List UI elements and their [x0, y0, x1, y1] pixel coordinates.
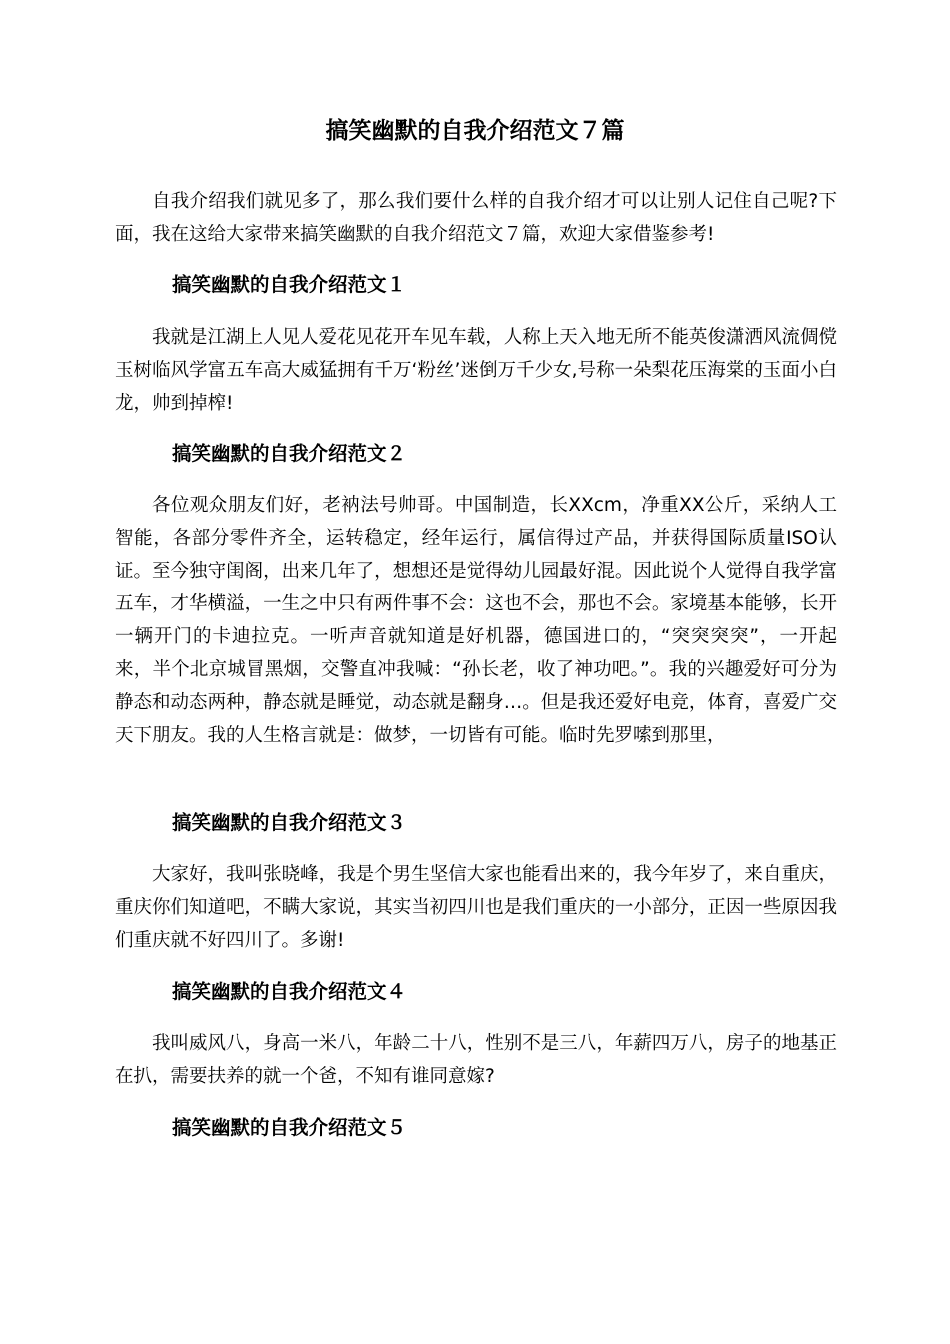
- section-heading-2: 搞笑幽默的自我介绍范文２: [172, 442, 407, 465]
- section-body-2: 各位观众朋友们好，老衲法号帅哥。中国制造，长XXcm，净重XX公斤，采纳人工智能，各部分零件齐全，运转稳定，经年运行，属信得过产品，并获得国际质量ISO认证。至今独守闺阁，出来几年了，想想还是觉得幼儿园最好混。因此说个人觉得自我学富五车，才华横溢，一生之中只有两件事不会：这也不会，那也不会。家境基本能够，长开一辆开门的卡迪拉克。一听声音就知道是好机器，德国进口的，“突突突突”，一开起来，半个北京城冒黑烟，交警直冲我喊：“孙长老，收了神功吧。”。我的兴趣爱好可分为静态和动态两种，静态就是睡觉，动态就是翻身…。但是我还爱好电竞，体育，喜爱广交天下朋友。我的人生格言就是：做梦，一切皆有可能。临时先罗嗦到那里，: [115, 495, 837, 746]
- intro-paragraph: 自我介绍我们就见多了，那么我们要什么样的自我介绍才可以让别人记住自己呢?下面，我在这给大家带来搞笑幽默的自我介绍范文７篇，欢迎大家借鉴参考!: [115, 191, 837, 245]
- section-heading-4: 搞笑幽默的自我介绍范文４: [172, 980, 407, 1003]
- section-body-4: 我叫威风八，身高一米八，年龄二十八，性别不是三八，年薪四万八，房子的地基正在扒，需要扶养的就一个爸，不知有谁同意嫁?: [115, 1033, 837, 1087]
- page-title: 搞笑幽默的自我介绍范文７篇: [325, 118, 625, 144]
- section-body-1: 我就是江湖上人见人爱花见花开车见车载，人称上天入地无所不能英俊潇洒风流倜傥玉树临风学富五车高大威猛拥有千万‘粉丝’迷倒万千少女,号称一朵梨花压海棠的玉面小白龙，帅到掉榨!: [115, 327, 837, 414]
- section-heading-1: 搞笑幽默的自我介绍范文１: [172, 273, 407, 296]
- section-body-3: 大家好，我叫张晓峰，我是个男生坚信大家也能看出来的，我今年岁了，来自重庆，重庆你们知道吧，不瞒大家说，其实当初四川也是我们重庆的一小部分，正因一些原因我们重庆就不好四川了。多谢!: [115, 864, 837, 951]
- section-heading-3: 搞笑幽默的自我介绍范文３: [172, 811, 407, 834]
- section-heading-5: 搞笑幽默的自我介绍范文５: [172, 1116, 407, 1139]
